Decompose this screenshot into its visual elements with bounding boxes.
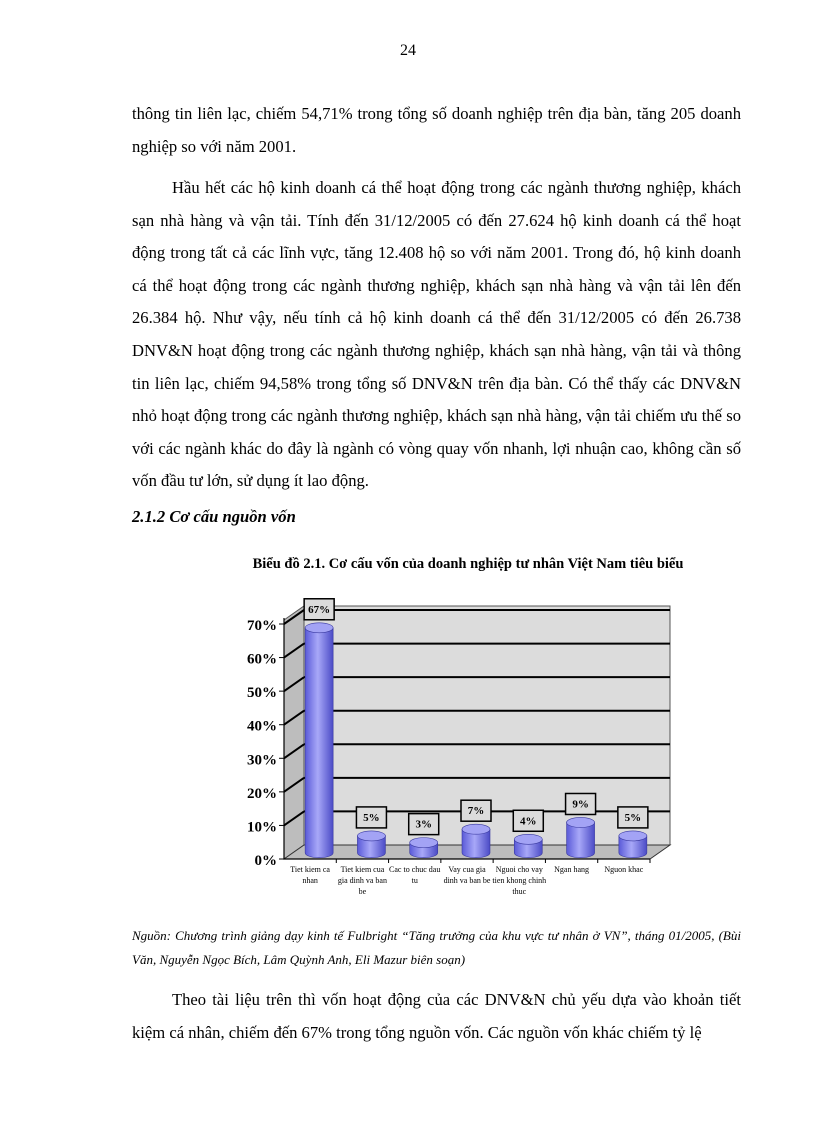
- bar-chart: [226, 592, 676, 912]
- bar-top: [410, 838, 438, 848]
- x-tick-label: Vay cua gia: [448, 865, 486, 874]
- y-tick-label: 10%: [247, 819, 277, 836]
- bar-1: [356, 807, 386, 858]
- chart-title: Biểu đồ 2.1. Cơ cấu vốn của doanh nghiệp tư nhân Việt Nam tiêu biểu: [252, 556, 684, 572]
- bar-top: [462, 824, 490, 834]
- x-tick-label: Cac to chuc dau: [389, 865, 441, 874]
- bar-6: [618, 807, 648, 858]
- x-tick-label: Nguoi cho vay: [495, 865, 543, 874]
- x-tick-label: gia dinh va ban: [337, 876, 387, 885]
- bar-top: [514, 834, 542, 844]
- data-label: 7%: [467, 805, 485, 818]
- x-tick-label: be: [358, 887, 367, 896]
- x-tick-label: Tiet kiem ca: [290, 865, 330, 874]
- x-tick-label: Ngan hang: [554, 865, 590, 874]
- y-tick-label: 50%: [247, 685, 277, 702]
- x-tick-label: Tiet kiem cua: [340, 865, 385, 874]
- bar-top: [305, 623, 333, 633]
- data-label: 4%: [520, 815, 537, 828]
- y-tick-label: 30%: [247, 752, 277, 769]
- source-note: Nguồn: Chương trình giảng dạy kinh tế Fulbright “Tăng trưởng của khu vực tư nhân ở VN”, tháng 01/2005, (Bùi Văn, Nguyễn Ngọc Bích, Lâm Quỳnh Anh, Eli Mazur biên soạn): [132, 928, 741, 967]
- bar-5: [566, 793, 596, 857]
- y-tick-label: 0%: [254, 853, 277, 869]
- y-tick-label: 60%: [247, 651, 277, 668]
- page-number: 24: [400, 42, 416, 59]
- x-axis-labels: [290, 859, 650, 896]
- bar-3: [461, 800, 491, 858]
- x-tick-label: tu: [411, 876, 418, 885]
- x-tick-label: nhan: [302, 876, 318, 885]
- bar-top: [619, 831, 647, 841]
- paragraph-1: thông tin liên lạc, chiếm 54,71% trong tổng số doanh nghiệp trên địa bàn, tăng 205 doanh nghiệp so với năm 2001.: [132, 104, 741, 156]
- data-label: 5%: [363, 811, 380, 824]
- x-tick-label: thuc: [512, 887, 527, 896]
- y-tick-label: 40%: [247, 718, 277, 735]
- paragraph-3: Theo tài liệu trên thì vốn hoạt động của các DNV&N chủ yếu dựa vào khoản tiết kiệm cá nhân, chiếm đến 67% trong tổng nguồn vốn. Các nguồn vốn khác chiếm tỷ lệ: [132, 990, 741, 1042]
- y-tick-label: 70%: [247, 618, 277, 634]
- paragraph-2: Hầu hết các hộ kinh doanh cá thể hoạt động trong các ngành thương nghiệp, khách sạn nhà hàng và vận tải. Tính đến 31/12/2005 có đến 27.624 hộ kinh doanh cá thể hoạt động trong tất cả các lĩnh vực, tăng 12.408 hộ so với năm 2001. Trong đó, hộ kinh doanh cá thể hoạt động trong các ngành thương nghiệp, khách sạn nhà hàng và vận tải lên đến 26.384 hộ. Như vậy, nếu tính cả hộ kinh doanh cá thể đến 31/12/2005 có đến 26.738 DNV&N hoạt động trong các ngành thương nghiệp, khách sạn nhà hàng, vận tải và thông tin liên lạc, chiếm 94,58% trong tổng số DNV&N trên địa bàn. Có thể thấy các DNV&N nhỏ hoạt động trong các ngành thương nghiệp, khách sạn nhà hàng, vận tải chiếm ưu thế so với các ngành khác do đây là ngành có vòng quay vốn nhanh, lợi nhuận cao, không cần số vốn đầu tư lớn, sử dụng ít lao động.: [132, 178, 741, 491]
- bar-top: [357, 831, 385, 841]
- x-tick-label: tien khong chinh: [492, 876, 547, 885]
- data-label: 67%: [308, 603, 331, 616]
- bar-top: [567, 817, 595, 827]
- y-tick-label: 20%: [247, 785, 277, 802]
- bar-0: [304, 599, 334, 858]
- bar-body: [305, 628, 333, 858]
- x-tick-label: Nguon khac: [604, 865, 644, 874]
- data-label: 3%: [415, 818, 432, 831]
- data-label: 9%: [572, 798, 589, 811]
- x-tick-label: dinh va ban be: [443, 876, 491, 885]
- section-heading: 2.1.2 Cơ cấu nguồn vốn: [132, 507, 296, 526]
- chart-side-wall: [284, 606, 304, 859]
- data-label: 5%: [624, 811, 642, 824]
